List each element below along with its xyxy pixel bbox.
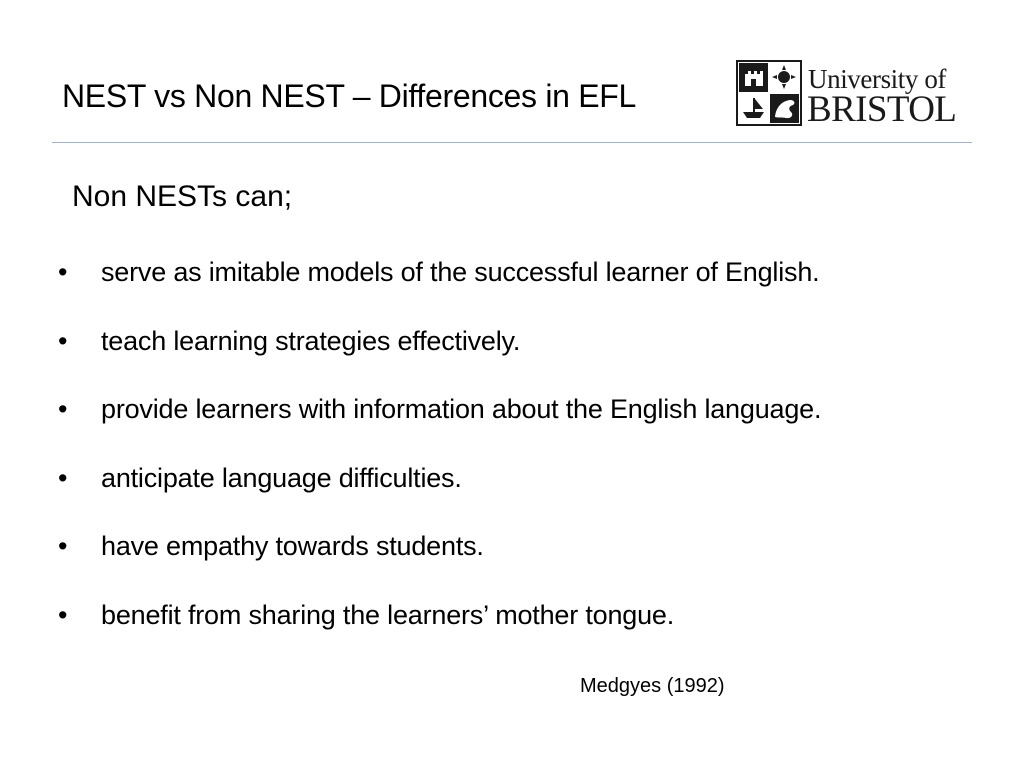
title-divider (52, 142, 972, 143)
bullet-marker: • (58, 531, 68, 561)
bullet-text: provide learners with information about the English language. (101, 394, 822, 424)
bullet-text: serve as imitable models of the successful learner of English. (101, 257, 820, 287)
bullet-marker: • (58, 394, 68, 424)
university-crest-icon (736, 60, 802, 126)
slide-title: NEST vs Non NEST – Differences in EFL (62, 78, 637, 114)
logo-text-bristol: BRISTOL (807, 89, 957, 130)
bullet-marker: • (58, 462, 68, 493)
intro-text: Non NESTs can; (72, 180, 293, 213)
university-logo (736, 60, 960, 128)
citation: Medgyes (1992) (580, 675, 725, 697)
logo-text-university-of: University of (808, 64, 947, 94)
bullet-text: teach learning strategies effectively. (101, 325, 521, 356)
bullet-text: have empathy towards students. (101, 531, 484, 561)
bullet-marker: • (58, 599, 68, 630)
bullet-marker: • (58, 257, 68, 287)
bullet-text: anticipate language difficulties. (101, 462, 462, 493)
bullet-marker: • (58, 325, 68, 356)
bullet-text: benefit from sharing the learners’ mother tongue. (101, 599, 675, 630)
